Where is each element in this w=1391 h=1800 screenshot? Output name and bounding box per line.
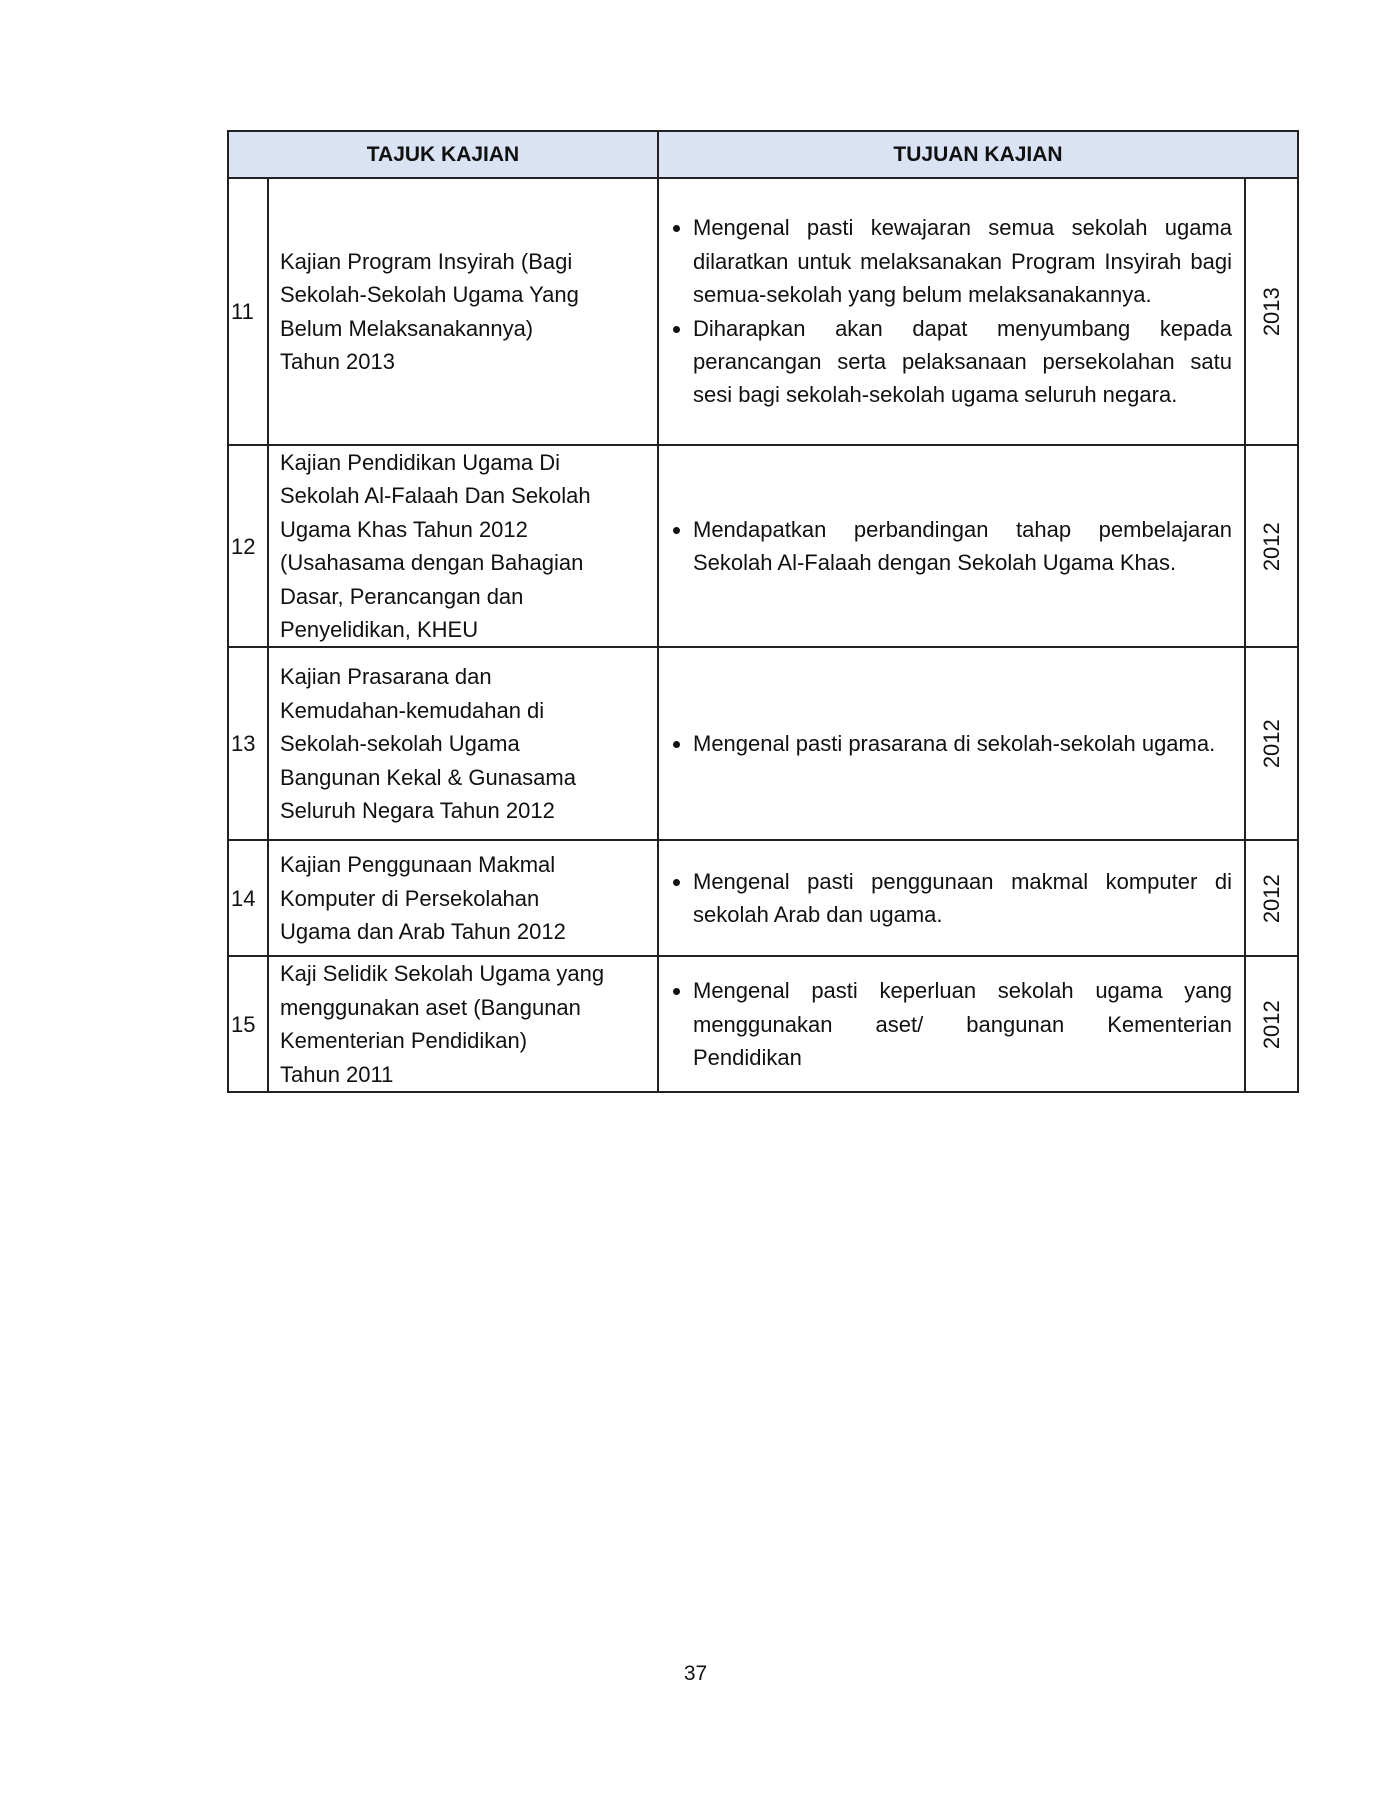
- study-purpose: [658, 445, 1245, 647]
- study-title: Kajian Penggunaan Makmal Komputer di Persekolahan Ugama dan Arab Tahun 2012: [268, 840, 658, 956]
- study-purpose: [658, 178, 1245, 445]
- table-row: [228, 445, 1298, 647]
- page-number: 37: [683, 1662, 708, 1685]
- table-row: [228, 956, 1298, 1092]
- study-year: 2013: [1258, 287, 1284, 336]
- row-number: 15: [228, 956, 268, 1092]
- study-title: Kajian Program Insyirah (Bagi Sekolah-Sekolah Ugama Yang Belum Melaksanakannya) Tahun 2013: [268, 178, 658, 445]
- header-purpose: TUJUAN KAJIAN: [658, 131, 1298, 178]
- study-year-cell: [1245, 647, 1298, 840]
- study-purpose: [658, 956, 1245, 1092]
- study-year-cell: [1245, 178, 1298, 445]
- study-purpose: [658, 647, 1245, 840]
- study-year: 2012: [1258, 719, 1284, 769]
- study-year: 2012: [1258, 999, 1284, 1049]
- study-year-cell: [1245, 956, 1298, 1092]
- study-year: 2012: [1258, 873, 1284, 923]
- study-purpose: [658, 840, 1245, 956]
- row-number: 13: [228, 647, 268, 840]
- purpose-item: • Mendapatkan perbandingan tahap pembelajaran Sekolah Al-Falaah dengan Sekolah Ugama Khas.: [693, 513, 1232, 580]
- purpose-item: • Mengenal pasti penggunaan makmal komputer di sekolah Arab dan ugama.: [693, 865, 1232, 932]
- table-row: [228, 178, 1298, 445]
- study-title: Kajian Pendidikan Ugama Di Sekolah Al-Falaah Dan Sekolah Ugama Khas Tahun 2012 (Usahasama dengan Bahagian Dasar, Perancangan dan Penyelidikan, KHEU: [268, 445, 658, 647]
- study-year-cell: [1245, 840, 1298, 956]
- table-row: [228, 840, 1298, 956]
- study-year-cell: [1245, 445, 1298, 647]
- study-title: Kajian Prasarana dan Kemudahan-kemudahan di Sekolah-sekolah Ugama Bangunan Kekal & Gunasama Seluruh Negara Tahun 2012: [268, 647, 658, 840]
- purpose-item: • Mengenal pasti keperluan sekolah ugama yang menggunakan aset/ bangunan Kementerian Pendidikan: [693, 974, 1232, 1074]
- study-year: 2012: [1258, 521, 1284, 571]
- row-number: 11: [228, 178, 268, 445]
- study-title: Kaji Selidik Sekolah Ugama yang menggunakan aset (Bangunan Kementerian Pendidikan) Tahun 2011: [268, 956, 658, 1092]
- purpose-item: • Diharapkan akan dapat menyumbang kepada perancangan serta pelaksanaan persekolahan satu sesi bagi sekolah-sekolah ugama seluruh negara.: [693, 312, 1232, 412]
- table-row: [228, 647, 1298, 840]
- header-row: [228, 131, 1298, 178]
- study-table: [227, 130, 1299, 1093]
- purpose-item: • Mengenal pasti kewajaran semua sekolah ugama dilaratkan untuk melaksanakan Program Insyirah bagi semua-sekolah yang belum melaksanakannya.: [693, 211, 1232, 311]
- row-number: 14: [228, 840, 268, 956]
- purpose-item: • Mengenal pasti prasarana di sekolah-sekolah ugama.: [693, 727, 1232, 760]
- row-number: 12: [228, 445, 268, 647]
- header-title: TAJUK KAJIAN: [228, 131, 658, 178]
